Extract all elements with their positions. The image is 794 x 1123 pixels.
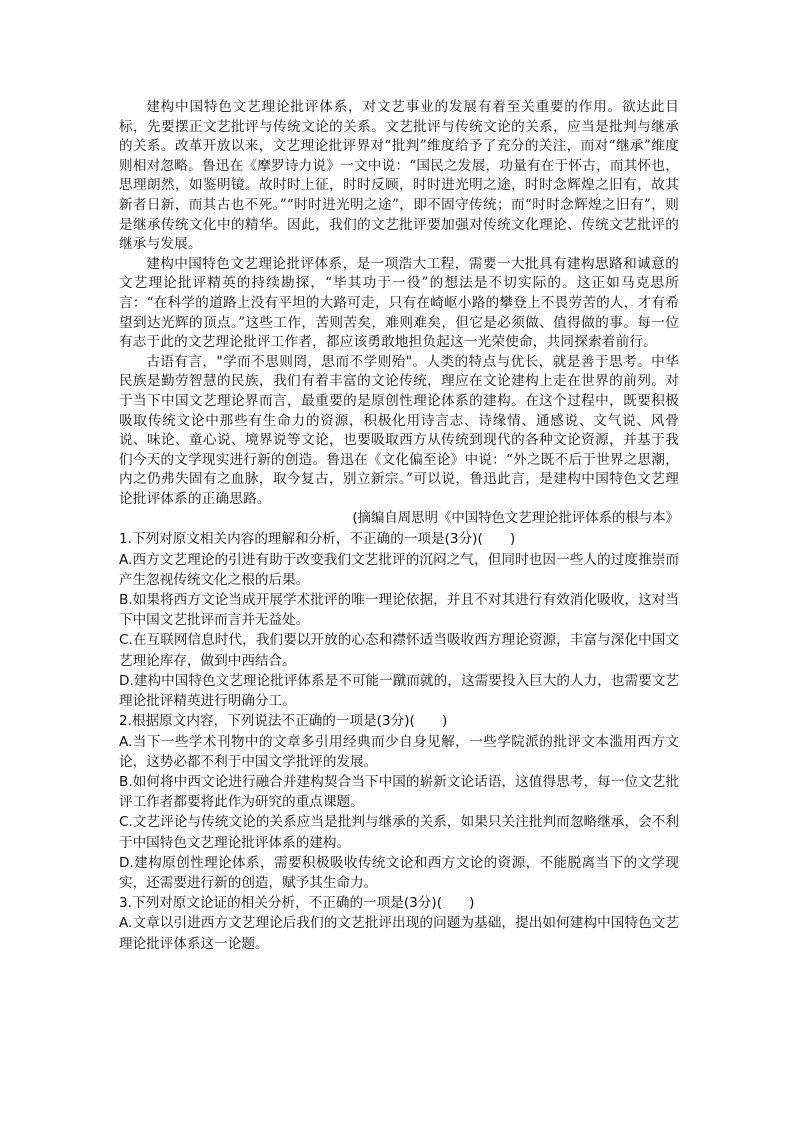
option-d: D.建构原创性理论体系，需要积极吸收传统文论和西方文论的资源，不能脱离当下的文学现实，还需要进行新的创造，赋予其生命力。 — [119, 854, 679, 891]
option-d: D.建构中国特色文艺理论批评体系是不可能一蹴而就的，这需要投入巨大的人力，也需要文艺理论批评精英进行明确分工。 — [119, 672, 679, 710]
option-a: A.西方文艺理论的引进有助于改变我们文艺批评的沉闷之气，但同时也因一些人的过度推崇而产生忽视传统文化之根的后果。 — [119, 551, 679, 588]
option-b: B.如何将中西文论进行融合并建构契合当下中国的崭新文论话语，这值得思考，每一位文艺批评工作者都要将此作为研究的重点课题。 — [119, 773, 679, 811]
passage-paragraph-3: 古语有言，"学而不思则罔，思而不学则殆"。人类的特点与优长，就是善于思考。中华民族是勤劳智慧的民族，我们有着丰富的文论传统，理应在文论建构上走在世界的前列。对于当下中国文艺理论界而言，最重要的是原创性理论体系的建构。在这个过程中，既要积极吸取传统文论中那些有生命力的资源，积极化用诗言志、诗缘情、通感说、文气说、风骨说、味论、童心说、境界说等文论，也要吸取西方从传统到现代的各种文论资源，并基于我们今天的文学现实进行新的创造。鲁迅在《文化偏至论》中说：“外之既不后于世界之思潮，内之仍弗失固有之血脉，取今复古，别立新宗。”可以说，鲁迅此言，是建构中国特色文艺理论批评体系的正确思路。 — [119, 353, 679, 507]
question-stem: 3.下列对原文论证的相关分析，不正确的一项是(3分)( ) — [119, 895, 475, 912]
question-3 — [119, 893, 679, 954]
question-list — [119, 529, 679, 953]
option-b: B.如果将西方文论当成开展学术批评的唯一理论依据，并且不对其进行有效消化吸收，这对当下中国文艺批评而言并无益处。 — [119, 592, 679, 629]
question-stem: 1.下列对原文相关内容的理解和分析，不正确的一项是(3分)( ) — [119, 531, 516, 548]
reading-passage — [119, 98, 679, 529]
passage-paragraph-1: 建构中国特色文艺理论批评体系，对文艺事业的发展有着至关重要的作用。欲达此目标，先要摆正文艺批评与传统文论的关系。文艺批评与传统文论的关系，应当是批判与继承的关系。改革开放以来，文艺理论批评界对“批判”维度给予了充分的关注，而对“继承”维度则相对忽略。鲁迅在《摩罗诗力说》一文中说：“国民之发展，功量有在于怀古，而其怀也，思理朗然，如鉴明镜。故时时上征，时时反顾，时时进光明之途，时时念辉煌之旧有，故其新者日新，而其古也不死。”“时时进光明之途”，即不固守传统；而“时时念辉煌之旧有”，则是继承传统文化中的精华。因此，我们的文艺批评要加强对传统文化理论、传统文艺批评的继承与发展。 — [119, 99, 679, 253]
option-a: A.文章以引进西方文艺理论后我们的文艺批评出现的问题为基础，提出如何建构中国特色文艺理论批评体系这一论题。 — [119, 915, 679, 952]
question-1 — [119, 529, 679, 711]
question-stem: 2.根据原文内容，下列说法不正确的一项是(3分)( ) — [119, 713, 448, 730]
question-2 — [119, 711, 679, 893]
passage-paragraph-2: 建构中国特色文艺理论批评体系，是一项浩大工程，需要一大批具有建构思路和诚意的文艺理论批评精英的持续勘探，“毕其功于一役”的想法是不切实际的。这正如马克思所言：“在科学的道路上没有平坦的大路可走，只有在崎岖小路的攀登上不畏劳苦的人，才有希望到达光辉的顶点。”这些工作，苦则苦矣，难则难矣，但它是必须做、值得做的事。每一位有志于此的文艺理论批评工作者，都应该勇敢地担负起这一光荣使命，共同探索着前行。 — [119, 255, 679, 351]
option-c: C.在互联网信息时代，我们要以开放的心态和襟怀适当吸收西方理论资源，丰富与深化中国文艺理论库存，做到中西结合。 — [119, 632, 679, 669]
document-page — [119, 98, 679, 954]
option-c: C.文艺评论与传统文论的关系应当是批判与继承的关系，如果只关注批判而忽略继承，会不利于中国特色文艺理论批评体系的建构。 — [119, 814, 679, 851]
passage-source: (摘编自周思明《中国特色文艺理论批评体系的根与本》 — [352, 511, 679, 527]
option-a: A.当下一些学术刊物中的文章多引用经典而少自身见解，一些学院派的批评文本滥用西方文论，这势必都不利于中国文学批评的发展。 — [119, 733, 679, 770]
